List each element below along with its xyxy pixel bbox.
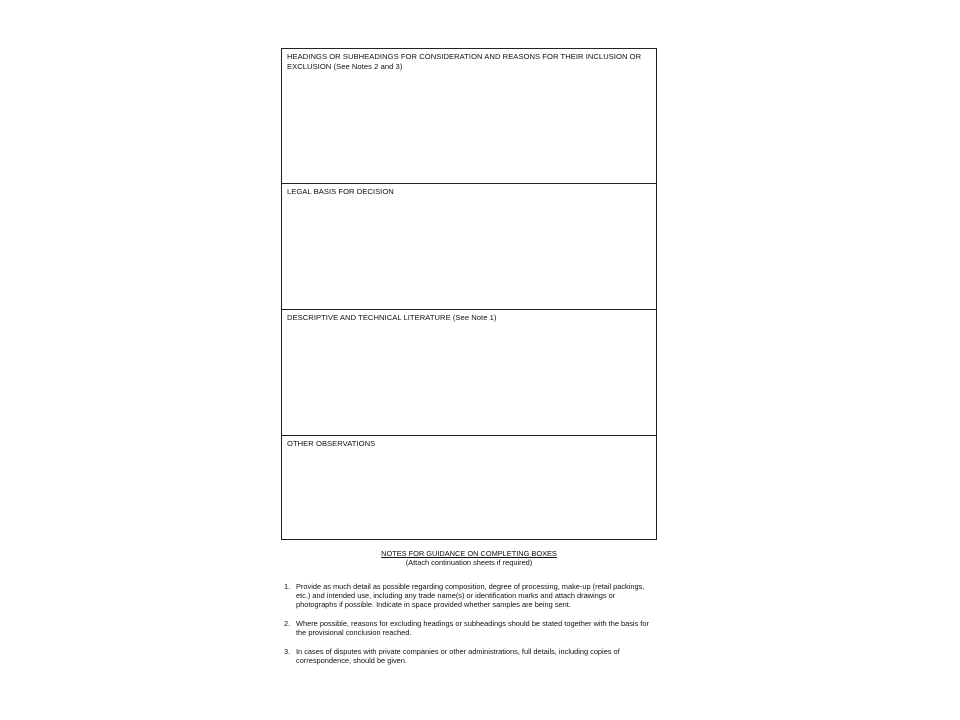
notes-list <box>281 582 657 665</box>
literature-box-label: DESCRIPTIVE AND TECHNICAL LITERATURE (See Note 1) <box>287 313 497 322</box>
note-number: 1. <box>284 582 291 591</box>
note-text: Where possible, reasons for excluding headings or subheadings should be stated together with the basis for the provisional conclusion reached. <box>296 619 649 637</box>
other-observations-box[interactable] <box>282 436 656 539</box>
notes-title: NOTES FOR GUIDANCE ON COMPLETING BOXES <box>381 549 557 558</box>
note-number: 3. <box>284 647 291 656</box>
legal-basis-box-label: LEGAL BASIS FOR DECISION <box>287 187 394 196</box>
headings-box-label: HEADINGS OR SUBHEADINGS FOR CONSIDERATION AND REASONS FOR THEIR INCLUSION OR EXCLUSION (See Notes 2 and 3) <box>287 52 642 71</box>
note-number: 2. <box>284 619 291 628</box>
note-item <box>281 619 657 637</box>
literature-box[interactable] <box>282 310 656 436</box>
guidance-notes <box>281 549 657 675</box>
other-observations-box-label: OTHER OBSERVATIONS <box>287 439 376 448</box>
form-table <box>281 48 657 540</box>
headings-box[interactable] <box>282 49 656 184</box>
note-item <box>281 582 657 609</box>
note-text: Provide as much detail as possible regarding composition, degree of processing, make-up (retail packings, etc.) and intended use, including any trade name(s) or identification marks and attach drawings or photographs if possible. Indicate in space provided whether samples are being sent. <box>296 582 645 609</box>
notes-subtitle: (Attach continuation sheets if required) <box>405 558 533 567</box>
note-text: In cases of disputes with private companies or other administrations, full details, including copies of correspondence, should be given. <box>296 647 620 665</box>
legal-basis-box[interactable] <box>282 184 656 310</box>
note-item <box>281 647 657 665</box>
